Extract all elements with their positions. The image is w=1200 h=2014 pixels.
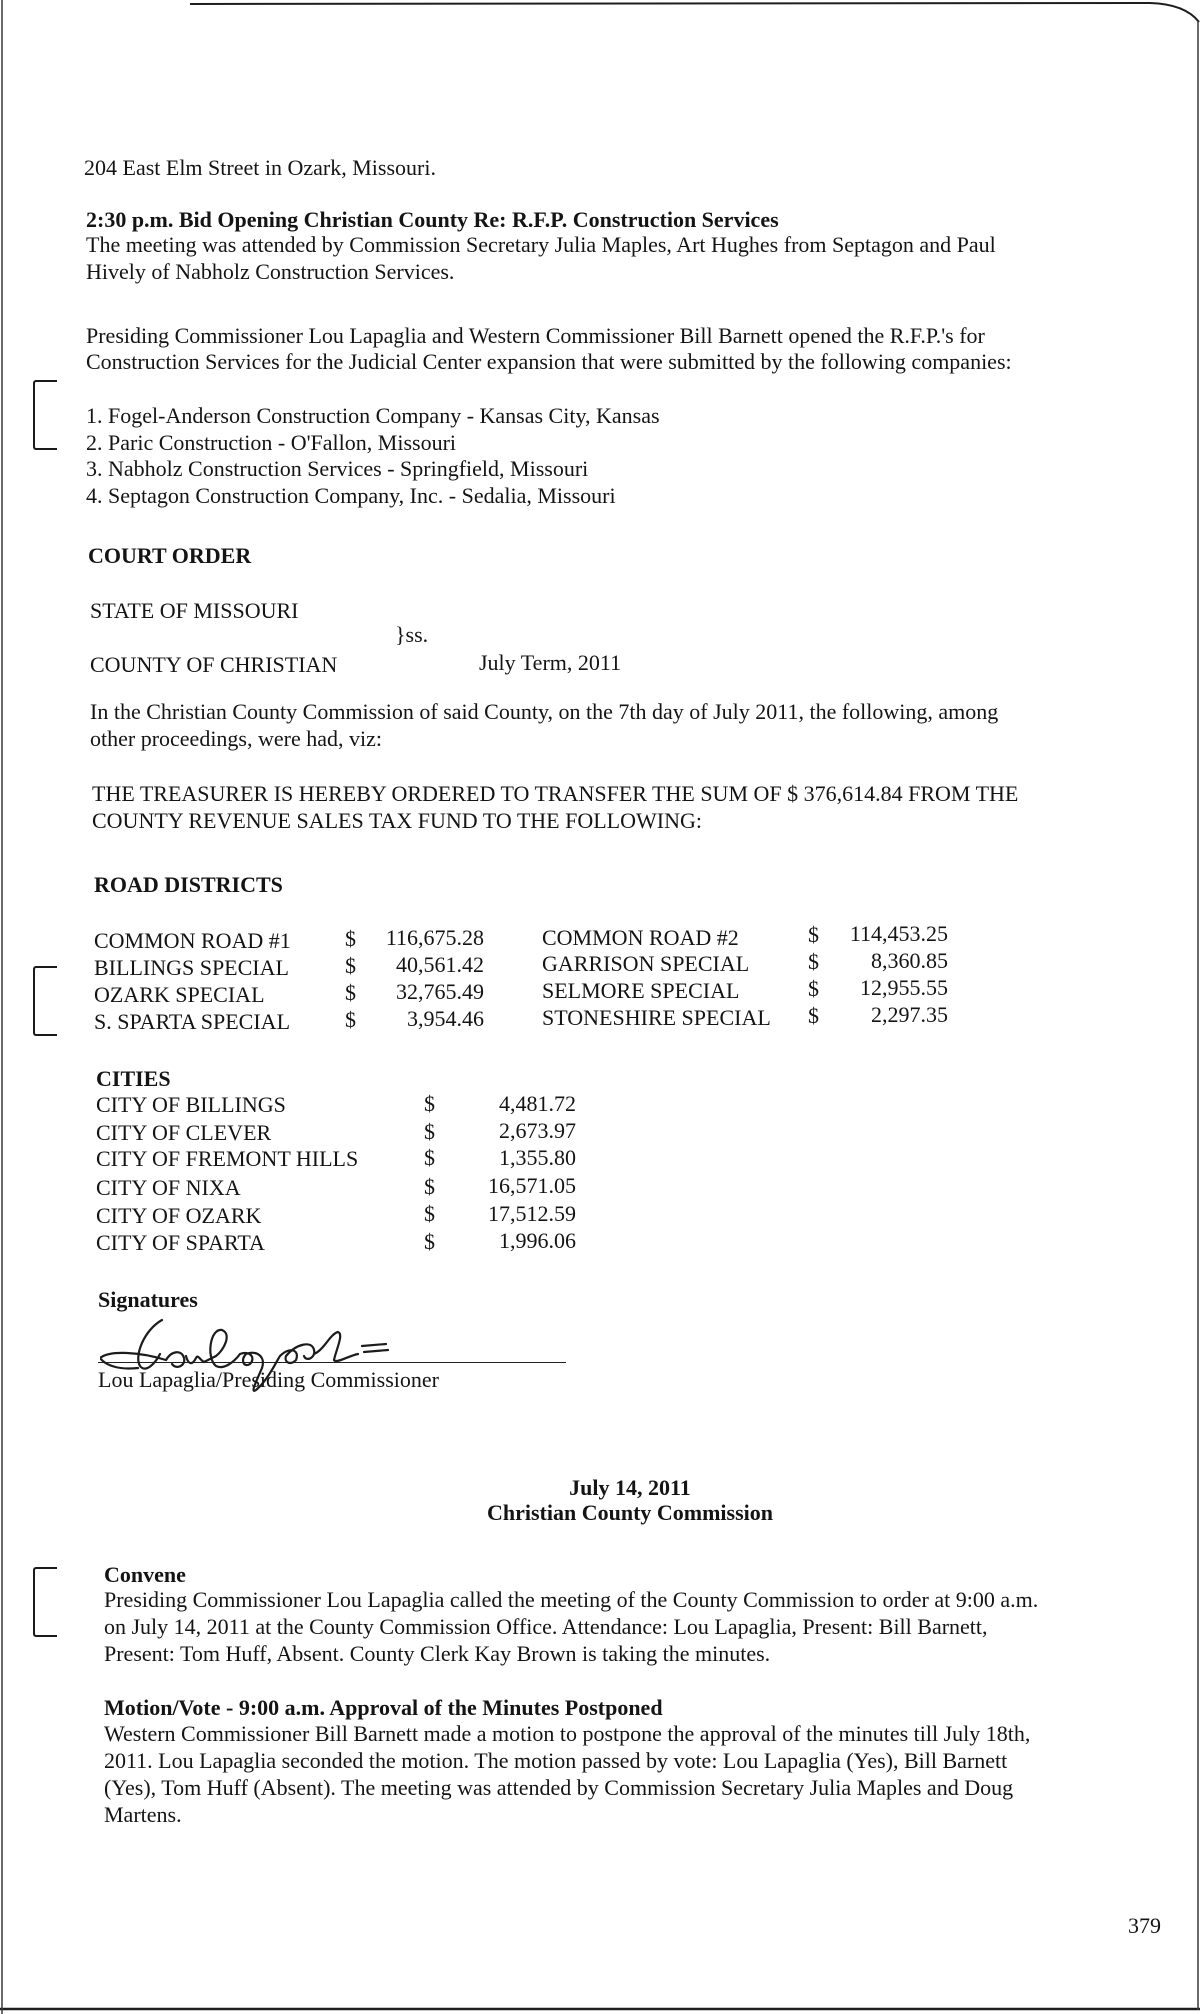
currency-symbol: $	[808, 922, 819, 947]
bid-opening-attendance-line-2: Hively of Nabholz Construction Services.	[86, 259, 455, 284]
city-name: CITY OF BILLINGS	[96, 1092, 286, 1117]
city-amount: 1,355.80	[499, 1145, 576, 1170]
district-name: BILLINGS SPECIAL	[94, 955, 289, 980]
bid-opening-attendance-line-1: The meeting was attended by Commission Secretary Julia Maples, Art Hughes from Septagon and Paul	[86, 232, 996, 257]
bid-opening-rfp-line-1: Presiding Commissioner Lou Lapaglia and Western Commissioner Bill Barnett opened the R.F.P.'s for	[86, 323, 985, 348]
court-order-intro-line-2: other proceedings, were had, viz:	[90, 726, 382, 751]
session-date: July 14, 2011	[569, 1475, 691, 1500]
currency-symbol: $	[808, 1003, 819, 1028]
company-list-item: 2. Paric Construction - O'Fallon, Missouri	[86, 430, 457, 455]
district-amount: 116,675.28	[385, 925, 484, 950]
district-name: STONESHIRE SPECIAL	[542, 1005, 771, 1030]
currency-symbol: $	[424, 1145, 435, 1170]
district-name: GARRISON SPECIAL	[542, 951, 750, 976]
company-list-item: 1. Fogel-Anderson Construction Company - Kansas City, Kansas	[86, 403, 660, 428]
company-list-item: 4. Septagon Construction Company, Inc. - Sedalia, Missouri	[86, 483, 616, 508]
currency-symbol: $	[424, 1229, 435, 1254]
county-line: COUNTY OF CHRISTIAN	[90, 652, 338, 677]
city-name: CITY OF OZARK	[96, 1203, 262, 1228]
motion-heading: Motion/Vote - 9:00 a.m. Approval of the Minutes Postponed	[104, 1695, 663, 1720]
session-body: Christian County Commission	[486, 1500, 774, 1525]
district-amount: 8,360.85	[871, 948, 948, 973]
motion-line-3: (Yes), Tom Huff (Absent). The meeting was attended by Commission Secretary Julia Maples and Doug	[104, 1775, 1014, 1800]
city-amount: 16,571.05	[488, 1173, 576, 1198]
district-amount: 2,297.35	[871, 1002, 948, 1027]
district-name: OZARK SPECIAL	[94, 982, 265, 1007]
city-name: CITY OF FREMONT HILLS	[96, 1146, 359, 1171]
convene-line-3: Present: Tom Huff, Absent. County Clerk Kay Brown is taking the minutes.	[104, 1641, 771, 1666]
motion-line-1: Western Commissioner Bill Barnett made a motion to postpone the approval of the minutes till July 18th,	[104, 1721, 1031, 1746]
motion-line-4: Martens.	[104, 1802, 182, 1827]
term-line: July Term, 2011	[479, 650, 622, 675]
city-amount: 17,512.59	[488, 1201, 576, 1226]
city-name: CITY OF NIXA	[96, 1175, 241, 1200]
court-order-heading: COURT ORDER	[88, 543, 252, 568]
district-amount: 114,453.25	[849, 921, 948, 946]
currency-symbol: $	[424, 1091, 435, 1116]
city-name: CITY OF SPARTA	[96, 1230, 265, 1255]
convene-line-1: Presiding Commissioner Lou Lapaglia called the meeting of the County Commission to order at 9:00 a.m.	[104, 1587, 1039, 1612]
signatures-heading: Signatures	[98, 1287, 198, 1312]
bid-opening-rfp-line-2: Construction Services for the Judicial Center expansion that were submitted by the following companies:	[86, 349, 1012, 374]
motion-line-2: 2011. Lou Lapaglia seconded the motion. The motion passed by vote: Lou Lapaglia (Yes), Bill Barnett	[104, 1748, 1008, 1773]
state-line: STATE OF MISSOURI	[90, 598, 299, 623]
transfer-order-line-2: COUNTY REVENUE SALES TAX FUND TO THE FOLLOWING:	[92, 808, 702, 833]
district-amount: 12,955.55	[860, 975, 948, 1000]
district-name: COMMON ROAD #2	[542, 925, 739, 950]
currency-symbol: $	[345, 1007, 356, 1032]
city-amount: 1,996.06	[499, 1228, 576, 1253]
district-name: SELMORE SPECIAL	[542, 978, 740, 1003]
district-amount: 3,954.46	[407, 1006, 484, 1031]
city-amount: 2,673.97	[499, 1118, 576, 1143]
currency-symbol: $	[808, 976, 819, 1001]
hole-punch-mark	[33, 380, 57, 450]
district-name: S. SPARTA SPECIAL	[94, 1009, 291, 1034]
currency-symbol: $	[345, 953, 356, 978]
court-order-intro-line-1: In the Christian County Commission of said County, on the 7th day of July 2011, the following, among	[90, 699, 999, 724]
city-amount: 4,481.72	[499, 1091, 576, 1116]
district-amount: 32,765.49	[396, 979, 484, 1004]
ss-bracket: }ss.	[395, 622, 429, 647]
page-number: 379	[1128, 1913, 1161, 1938]
company-list-item: 3. Nabholz Construction Services - Springfield, Missouri	[86, 456, 589, 481]
currency-symbol: $	[424, 1201, 435, 1226]
transfer-order-line-1: THE TREASURER IS HEREBY ORDERED TO TRANSFER THE SUM OF $ 376,614.84 FROM THE	[92, 781, 1019, 806]
currency-symbol: $	[345, 926, 356, 951]
hole-punch-mark	[33, 1567, 57, 1637]
district-name: COMMON ROAD #1	[94, 928, 291, 953]
city-name: CITY OF CLEVER	[96, 1120, 272, 1145]
road-districts-heading: ROAD DISTRICTS	[94, 872, 283, 897]
currency-symbol: $	[808, 949, 819, 974]
currency-symbol: $	[345, 980, 356, 1005]
address-line: 204 East Elm Street in Ozark, Missouri.	[84, 155, 436, 180]
convene-line-2: on July 14, 2011 at the County Commission Office. Attendance: Lou Lapaglia, Present: Bill Barnett,	[104, 1614, 988, 1639]
bid-opening-heading: 2:30 p.m. Bid Opening Christian County Re: R.F.P. Construction Services	[86, 207, 779, 232]
cities-heading: CITIES	[96, 1066, 171, 1091]
convene-heading: Convene	[104, 1562, 186, 1587]
currency-symbol: $	[424, 1119, 435, 1144]
currency-symbol: $	[424, 1174, 435, 1199]
signer-name-title: Lou Lapaglia/Presiding Commissioner	[98, 1367, 439, 1392]
hole-punch-mark	[33, 966, 57, 1036]
district-amount: 40,561.42	[396, 952, 484, 977]
